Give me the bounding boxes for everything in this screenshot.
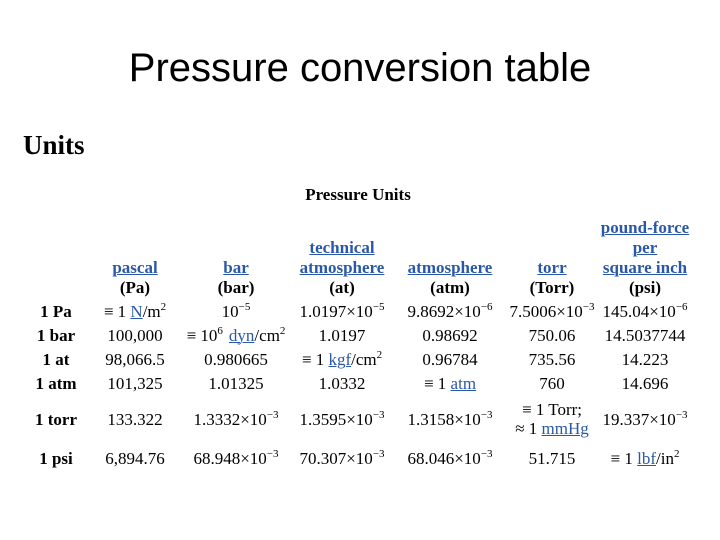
torr-link[interactable]: torr [537,258,567,277]
cell-at-at: ≡ 1 kgf/$cm^2$ [301,349,383,369]
cell-bar-torr: 750.06 [528,326,576,345]
col-header-technical-atmosphere: technical atmosphere (at) [292,212,392,300]
cell-bar-psi: 14.5037744 [604,326,686,345]
row-torr [22,396,694,442]
dyne-link[interactable]: dyn [228,326,255,345]
cell-psi-at: $70.307\times 10^{-3}$ [299,448,385,468]
row-at [22,348,694,372]
row-label: 1 psi [39,449,73,468]
cell-pa-pa: ≡ 1 $N/m^2$ [103,301,167,321]
conversion-table [22,212,694,476]
atmosphere-link[interactable]: atmosphere [407,258,493,277]
cell-atm-psi: 14.696 [621,374,669,393]
cell-torr-at: $1.3595\times 10^{-3}$ [299,408,385,429]
cell-pa-bar: $10^{-5}$ [221,301,251,321]
kgf-link[interactable]: kgf [328,350,352,369]
cell-torr-pa: 133.322 [107,409,163,429]
cell-torr-bar: $1.3332\times 10^{-3}$ [193,408,279,429]
cell-at-pa: 98,066.5 [105,350,165,369]
newton-link[interactable]: N [130,302,143,321]
cell-atm-bar: 1.01325 [208,374,264,393]
cell-atm-pa: 101,325 [107,374,163,393]
cell-atm-atm: ≡ 1 atm [423,374,477,393]
table-caption: Pressure Units [305,185,411,204]
cell-at-psi: 14.223 [621,350,669,369]
col-header-bar: bar (bar) [180,212,292,300]
cell-bar-bar: ≡ $10^6$ dyn/$cm^2$ [186,325,286,345]
cell-pa-psi: $145.04\times 10^{-6}$ [602,301,688,321]
slide-title: Pressure conversion table [128,46,592,90]
cell-bar-at: 1.0197 [318,326,366,345]
cell-at-torr: 735.56 [528,350,576,369]
row-bar [22,324,694,348]
row-pa [22,300,694,324]
col-header-psi: pound-force per square inch (psi) [596,212,694,300]
row-label: 1 bar [36,326,76,345]
col-header-atmosphere: atmosphere (atm) [392,212,508,300]
lbf-link[interactable]: lbf [637,449,657,468]
col-header-torr: torr (Torr) [508,212,596,300]
cell-at-bar: 0.980665 [204,350,268,369]
corner-cell [22,212,90,300]
cell-pa-torr: $7.5006\times 10^{-3}$ [509,301,595,321]
cell-psi-bar: $68.948\times 10^{-3}$ [193,448,279,468]
technical-atmosphere-link[interactable]: technical atmosphere [299,238,385,277]
pascal-link[interactable]: pascal [112,258,158,277]
cell-psi-atm: $68.046\times 10^{-3}$ [407,448,493,468]
cell-pa-atm: $9.8692\times 10^{-6}$ [407,301,493,321]
mmhg-link[interactable]: mmHg [541,419,589,438]
cell-psi-torr: 51.715 [528,449,576,468]
cell-at-atm: 0.96784 [422,350,478,369]
cell-atm-at: 1.0332 [318,374,366,393]
cell-torr-torr: ≡ 1 Torr; ≈ 1 mmHg [515,400,589,438]
cell-torr-psi: $19.337\times 10^{-3}$ [602,408,688,429]
row-label: 1 Pa [40,302,72,321]
row-label: 1 at [42,350,70,369]
row-psi [22,442,694,476]
row-label: 1 atm [35,374,77,393]
bar-link[interactable]: bar [223,258,249,277]
cell-bar-atm: 0.98692 [422,326,478,345]
units-heading: Units [23,130,85,160]
row-atm [22,372,694,396]
cell-psi-pa: 6,894.76 [105,449,165,468]
cell-psi-psi: ≡ 1 lbf/$in^2$ [610,448,680,468]
row-label: 1 torr [34,409,77,429]
col-header-pascal: pascal (Pa) [90,212,180,300]
header-row [22,212,694,300]
cell-bar-pa: 100,000 [107,326,163,345]
psi-link[interactable]: pound-force per square inch [600,218,690,277]
cell-atm-torr: 760 [539,374,565,393]
atm-link[interactable]: atm [450,374,477,393]
cell-pa-at: $1.0197\times 10^{-5}$ [299,301,385,321]
cell-torr-atm: $1.3158\times 10^{-3}$ [407,408,493,429]
